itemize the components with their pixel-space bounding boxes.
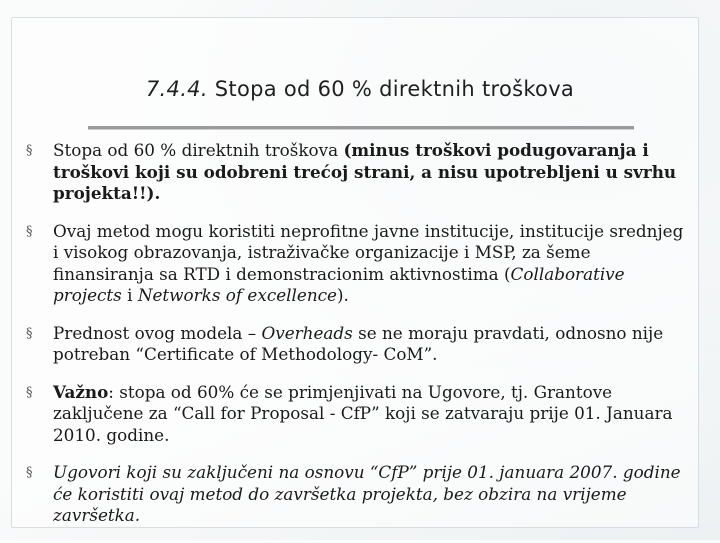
bullet-text-italic: Ugovori koji su zaključeni na osnovu “CfP” prije 01. januara 2007. godine će koristiti ovaj metod do završetka projekta, bez obzira na vrijeme završetka. xyxy=(53,462,681,525)
bullet-marker-icon: § xyxy=(26,325,33,341)
bullet-marker-icon: § xyxy=(26,143,33,158)
title-number: 7.4.4. xyxy=(145,77,208,101)
bullet-text: Prednost ovog modela – xyxy=(53,322,262,343)
bullet-text: i xyxy=(121,285,138,305)
bullet-text-bold: (minus troškovi podugovaranja i troškovi koji su odobreni trećoj strani, a nisu upotrebljeni u svrhu projekta!!). xyxy=(53,140,677,203)
bullet-marker-icon: § xyxy=(26,465,33,480)
bullet-text: se ne moraju pravdati, odnosno nije potreban “Certificate of Methodology- CoM”. xyxy=(53,322,664,364)
bullet-text: : stopa od 60% će se primjenjivati na Ugovore, tj. Grantove zaključene za “Call for Proposal - CfP” koji se zatvaraju prije 01. Januara 2010. godine. xyxy=(53,381,673,445)
bullet-marker-icon: § xyxy=(26,223,33,239)
bullet-list xyxy=(26,140,686,543)
title-text: Stopa od 60 % direktnih troškova xyxy=(214,77,575,101)
bullet-item xyxy=(26,462,686,527)
bullet-item xyxy=(26,140,686,205)
bullet-text: Stopa od 60 % direktnih troškova xyxy=(53,140,344,160)
bullet-text: Ovaj metod mogu koristiti neprofitne javne institucije, institucije srednjeg i visokog obrazovanja, istraživačke organizacije i MSP, za šeme finansiranja sa RTD i demonstracionim aktivnostima ( xyxy=(53,220,684,284)
bullet-marker-icon: § xyxy=(26,384,33,400)
bullet-item xyxy=(26,382,686,447)
title-underline xyxy=(88,126,634,130)
bullet-text-italic: Networks of excellence xyxy=(137,285,337,305)
bullet-item xyxy=(26,221,686,307)
bullet-text-bold: Važno xyxy=(53,381,109,402)
slide-title xyxy=(0,77,720,101)
bullet-text: ). xyxy=(336,285,349,305)
bullet-text-italic: Collaborative projects xyxy=(53,263,625,305)
bullet-text-italic: Overheads xyxy=(261,322,353,343)
bullet-item xyxy=(26,323,686,366)
